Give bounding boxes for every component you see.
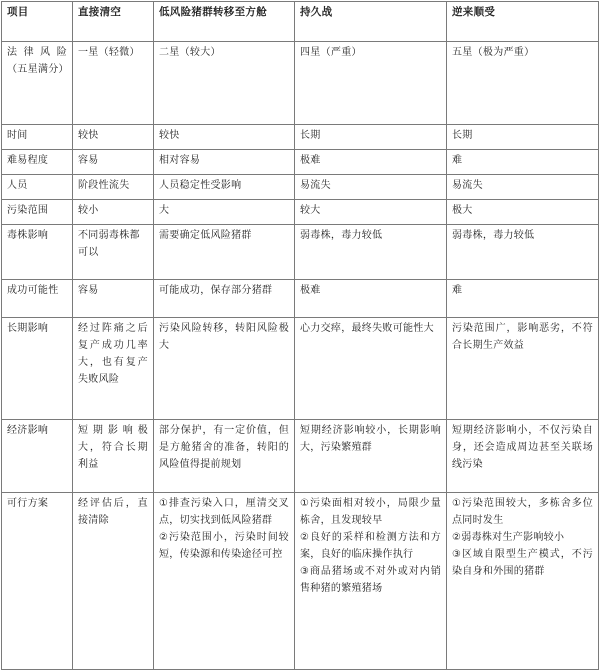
- table-cell: 难: [447, 280, 599, 318]
- row-label: 人员: [2, 175, 73, 200]
- table-cell: 部分保护，有一定价值，但是方舱猪舍的准备，转阳的风险值得提前规划: [154, 420, 295, 493]
- table-cell: 短期影响极大，符合长期利益: [73, 420, 154, 493]
- table-row: [2, 280, 599, 318]
- table-cell: 经过阵痛之后复产成功几率大，也有复产失败风险: [73, 318, 154, 420]
- table-cell: [154, 493, 295, 670]
- row-label: 法律风险（五星满分）: [2, 42, 73, 125]
- row-label: 经济影响: [2, 420, 73, 493]
- table-row: [2, 225, 599, 280]
- table-cell: 大: [154, 200, 295, 225]
- table-cell: 需要确定低风险猪群: [154, 225, 295, 280]
- table-cell: 相对容易: [154, 150, 295, 175]
- table-cell: 容易: [73, 280, 154, 318]
- table-cell: [447, 493, 599, 670]
- plan-item: 经评估后，直接清除: [78, 498, 148, 526]
- table-row: [2, 318, 599, 420]
- table-cell: 弱毒株，毒力较低: [295, 225, 447, 280]
- row-label: 时间: [2, 125, 73, 150]
- plan-item: ①污染范围较大，多栋舍多位点同时发生: [452, 498, 593, 526]
- table-cell: 极难: [295, 150, 447, 175]
- table-cell: 污染范围广，影响恶劣，不符合长期生产效益: [447, 318, 599, 420]
- table-cell: 阶段性流失: [73, 175, 154, 200]
- plan-item: ①污染面相对较小，局限少量栋舍，且发现较早: [300, 498, 441, 526]
- header-cell: 项目: [2, 2, 73, 42]
- table-cell: 可能成功，保存部分猪群: [154, 280, 295, 318]
- header-row: [2, 2, 599, 42]
- header-cell: 低风险猪群转移至方舱: [154, 2, 295, 42]
- plan-item: ③商品猪场或不对外或对内销售种猪的繁殖猪场: [300, 566, 441, 594]
- table-cell: 易流失: [295, 175, 447, 200]
- row-label: 可行方案: [2, 493, 73, 670]
- table-cell: 短期经济影响小，不仅污染自身，还会造成周边甚至关联场线污染: [447, 420, 599, 493]
- table-cell: 极大: [447, 200, 599, 225]
- row-label: 难易程度: [2, 150, 73, 175]
- table-cell: 难: [447, 150, 599, 175]
- table-row: [2, 420, 599, 493]
- table-cell: 短期经济影响较小，长期影响大，污染繁殖群: [295, 420, 447, 493]
- table-cell: 一星（轻微）: [73, 42, 154, 125]
- table-cell: 长期: [295, 125, 447, 150]
- table-cell: 较快: [73, 125, 154, 150]
- table-cell: [73, 493, 154, 670]
- table-cell: 人员稳定性受影响: [154, 175, 295, 200]
- plan-item: ②良好的采样和检测方法和方案，良好的临床操作执行: [300, 532, 441, 560]
- row-label: 污染范围: [2, 200, 73, 225]
- table-cell: 污染风险转移，转阳风险极大: [154, 318, 295, 420]
- table-cell: 心力交瘁，最终失败可能性大: [295, 318, 447, 420]
- row-label: 成功可能性: [2, 280, 73, 318]
- header-cell: 逆来顺受: [447, 2, 599, 42]
- table-cell: 较大: [295, 200, 447, 225]
- table-cell: 弱毒株，毒力较低: [447, 225, 599, 280]
- plan-item: ③区域自限型生产模式，不污染自身和外围的猪群: [452, 549, 593, 577]
- row-label: 毒株影响: [2, 225, 73, 280]
- table-cell: 容易: [73, 150, 154, 175]
- row-label: 长期影响: [2, 318, 73, 420]
- table-cell: 四星（严重）: [295, 42, 447, 125]
- table-cell: 较快: [154, 125, 295, 150]
- table-row: [2, 125, 599, 150]
- table-cell: 极难: [295, 280, 447, 318]
- plan-item: ②污染范围小，污染时间较短，传染源和传染途径可控: [159, 532, 289, 560]
- plan-item: ②弱毒株对生产影响较小: [452, 532, 565, 543]
- table-cell: [295, 493, 447, 670]
- table-cell: 长期: [447, 125, 599, 150]
- table-row: [2, 200, 599, 225]
- table-row: [2, 42, 599, 125]
- header-cell: 持久战: [295, 2, 447, 42]
- table-cell: 不同弱毒株都可以: [73, 225, 154, 280]
- table-cell: 五星（极为严重）: [447, 42, 599, 125]
- table-cell: 二星（较大）: [154, 42, 295, 125]
- table-row: [2, 175, 599, 200]
- table-row: [2, 150, 599, 175]
- comparison-table: [1, 1, 599, 670]
- table-cell: 易流失: [447, 175, 599, 200]
- table-cell: 较小: [73, 200, 154, 225]
- header-cell: 直接清空: [73, 2, 154, 42]
- plan-item: ①排查污染入口，厘清交叉点，切实找到低风险猪群: [159, 498, 289, 526]
- table-row: [2, 493, 599, 670]
